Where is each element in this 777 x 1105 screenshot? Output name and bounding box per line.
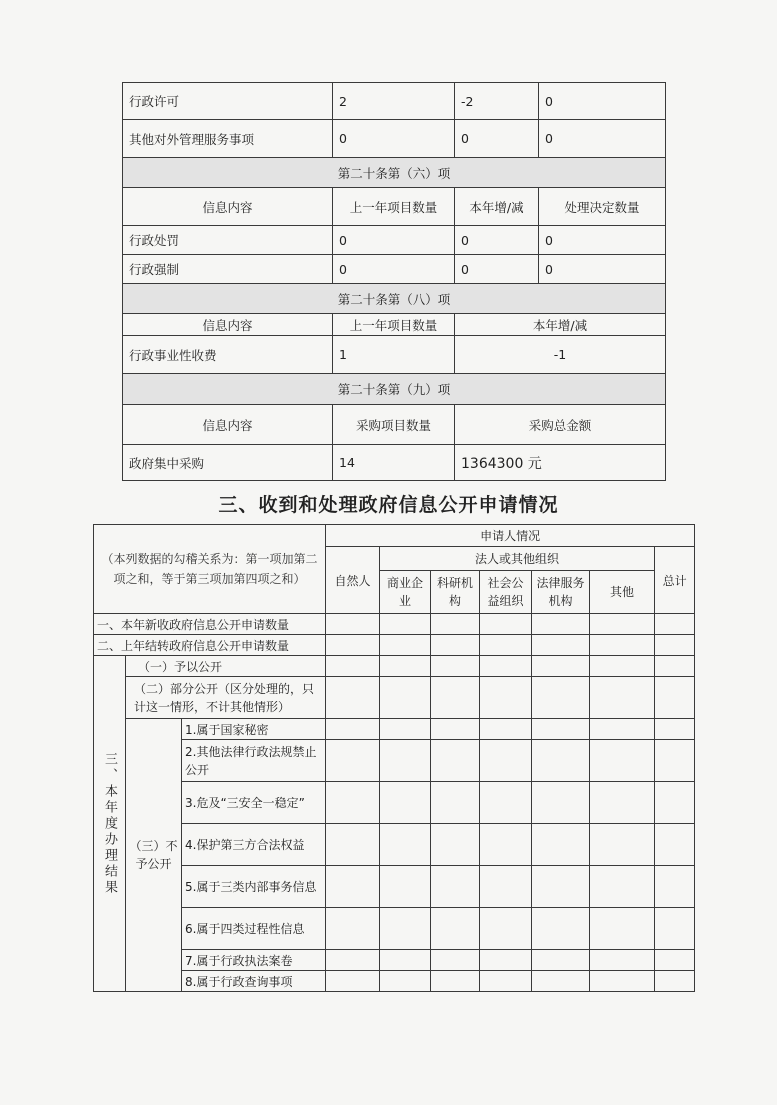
cell-value: 0 bbox=[455, 255, 539, 284]
row-label: 二、上年结转政府信息公开申请数量 bbox=[94, 635, 326, 656]
column-header: 科研机构 bbox=[431, 571, 480, 614]
column-header: 信息内容 bbox=[123, 405, 333, 445]
row-label: 行政许可 bbox=[123, 83, 333, 120]
row-label: 6.属于四类过程性信息 bbox=[182, 908, 326, 950]
row-label: 4.保护第三方合法权益 bbox=[182, 824, 326, 866]
cell-value: 0 bbox=[333, 226, 455, 255]
disclosure-stats-table bbox=[122, 82, 666, 481]
section-header: 第二十条第（九）项 bbox=[123, 374, 666, 405]
row-label: 2.其他法律行政法规禁止公开 bbox=[182, 740, 326, 782]
row-label: 一、本年新收政府信息公开申请数量 bbox=[94, 614, 326, 635]
cell-value: 0 bbox=[539, 255, 666, 284]
column-header: 采购总金额 bbox=[455, 405, 666, 445]
column-header: 总计 bbox=[655, 547, 695, 614]
column-header: 申请人情况 bbox=[326, 525, 695, 547]
table-row bbox=[94, 950, 695, 971]
cell-value: 0 bbox=[333, 255, 455, 284]
row-label: （一）予以公开 bbox=[126, 656, 326, 677]
table-row bbox=[94, 908, 695, 950]
column-header: 其他 bbox=[590, 571, 655, 614]
column-header: 本年增/减 bbox=[455, 188, 539, 226]
column-header: 信息内容 bbox=[123, 188, 333, 226]
column-header: 商业企业 bbox=[380, 571, 431, 614]
column-header: 上一年项目数量 bbox=[333, 188, 455, 226]
note-cell: （本列数据的勾稽关系为：第一项加第二项之和，等于第三项加第四项之和） bbox=[94, 525, 326, 614]
table-row bbox=[123, 255, 666, 284]
row-label: 行政强制 bbox=[123, 255, 333, 284]
table-row bbox=[94, 677, 695, 719]
table-row bbox=[123, 120, 666, 158]
row-group-label: （三）不予公开 bbox=[126, 719, 182, 992]
cell-value: 0 bbox=[539, 83, 666, 120]
column-header: 自然人 bbox=[326, 547, 380, 614]
table-row bbox=[94, 719, 695, 740]
row-label: 5.属于三类内部事务信息 bbox=[182, 866, 326, 908]
table-row bbox=[94, 656, 695, 677]
section-title: 三、收到和处理政府信息公开申请情况 bbox=[218, 494, 559, 516]
cell-value: -2 bbox=[455, 83, 539, 120]
table-row bbox=[123, 226, 666, 255]
row-label: 行政事业性收费 bbox=[123, 336, 333, 374]
column-header: 上一年项目数量 bbox=[333, 314, 455, 336]
header-row bbox=[123, 188, 666, 226]
cell-value: 1364300 元 bbox=[455, 445, 666, 481]
column-header: 法人或其他组织 bbox=[380, 547, 655, 571]
column-header: 采购项目数量 bbox=[333, 405, 455, 445]
table-row bbox=[94, 866, 695, 908]
row-label: 3.危及“三安全一稳定” bbox=[182, 782, 326, 824]
table-row bbox=[123, 336, 666, 374]
table-row bbox=[94, 614, 695, 635]
cell-value: -1 bbox=[455, 336, 666, 374]
table-row bbox=[94, 635, 695, 656]
column-header: 信息内容 bbox=[123, 314, 333, 336]
table-row bbox=[94, 824, 695, 866]
column-header: 处理决定数量 bbox=[539, 188, 666, 226]
section-header: 第二十条第（六）项 bbox=[123, 158, 666, 188]
cell-value: 1 bbox=[333, 336, 455, 374]
row-label: 行政处罚 bbox=[123, 226, 333, 255]
cell-value: 0 bbox=[455, 226, 539, 255]
row-label: 其他对外管理服务事项 bbox=[123, 120, 333, 158]
cell-value: 0 bbox=[333, 120, 455, 158]
row-label: （二）部分公开（区分处理的，只计这一情形，不计其他情形） bbox=[126, 677, 326, 719]
section-header: 第二十条第（八）项 bbox=[123, 284, 666, 314]
table-row bbox=[123, 445, 666, 481]
application-stats-table bbox=[93, 524, 695, 992]
cell-value: 0 bbox=[539, 120, 666, 158]
column-header: 法律服务机构 bbox=[532, 571, 590, 614]
cell-value: 14 bbox=[333, 445, 455, 481]
result-section-text: 三、本年度办理结果 bbox=[102, 751, 117, 896]
header-row bbox=[123, 405, 666, 445]
row-label: 1.属于国家秘密 bbox=[182, 719, 326, 740]
row-label: 8.属于行政查询事项 bbox=[182, 971, 326, 992]
column-header: 社会公益组织 bbox=[480, 571, 532, 614]
cell-value: 2 bbox=[333, 83, 455, 120]
row-label: 7.属于行政执法案卷 bbox=[182, 950, 326, 971]
column-header: 本年增/减 bbox=[455, 314, 666, 336]
result-section-label bbox=[94, 656, 126, 992]
table-row bbox=[94, 740, 695, 782]
cell-value: 0 bbox=[539, 226, 666, 255]
header-row bbox=[123, 314, 666, 336]
table-row bbox=[94, 782, 695, 824]
cell-value: 0 bbox=[455, 120, 539, 158]
table-row bbox=[94, 971, 695, 992]
row-label: 政府集中采购 bbox=[123, 445, 333, 481]
table-row bbox=[123, 83, 666, 120]
